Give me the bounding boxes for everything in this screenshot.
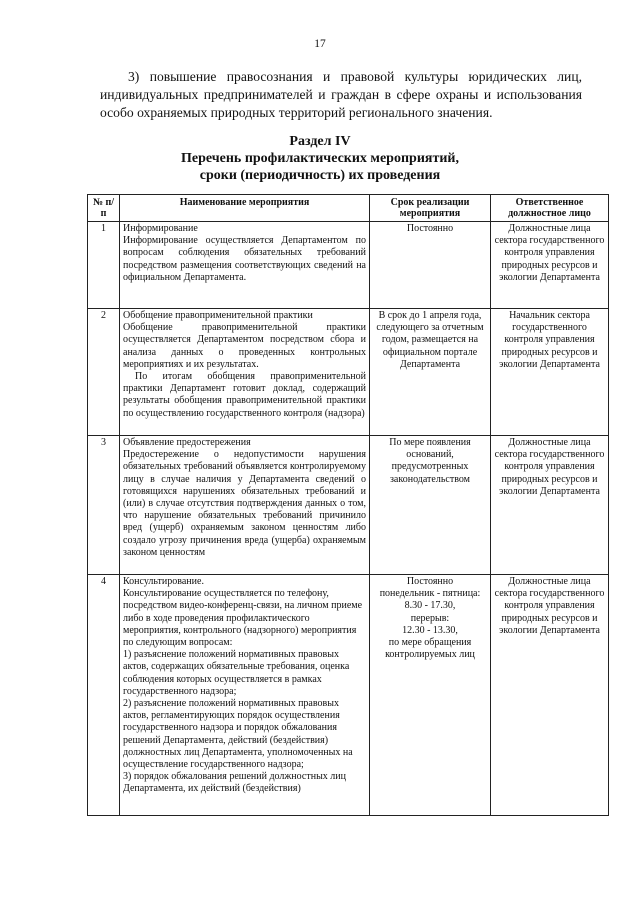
- table-header-row: [88, 195, 609, 222]
- row-responsible: Должностные лица сектора государственного контроля управления природных ресурсов и экологии Департамента: [491, 436, 609, 575]
- row-number: 1: [88, 222, 120, 309]
- measure-title: Консультирование.: [123, 576, 204, 587]
- measure-title: Объявление предостережения: [123, 437, 251, 448]
- table-row: [88, 436, 609, 575]
- measures-table: [87, 194, 609, 816]
- term-line: Постоянно: [406, 576, 454, 587]
- row-term: В срок до 1 апреля года, следующего за отчетным годом, размещается на официальном портале Департамента: [370, 309, 491, 436]
- row-number: 2: [88, 309, 120, 436]
- row-number: 4: [88, 575, 120, 816]
- table-row: [88, 309, 609, 436]
- table-row: [88, 575, 609, 816]
- term-line: перерыв:: [410, 612, 450, 624]
- term-line: понедельник - пятница:: [379, 588, 481, 600]
- table-row: [88, 222, 609, 309]
- term-line: 12.30 - 13.30,: [402, 624, 458, 636]
- row-measure: [120, 436, 370, 575]
- header-responsible: Ответственное должностное лицо: [491, 195, 609, 222]
- header-name: Наименование мероприятия: [120, 195, 370, 222]
- row-number: 3: [88, 436, 120, 575]
- measure-text: Информирование осуществляется Департаментом по вопросам соблюдения обязательных требований посредством размещения соответствующих сведений на официальном Департамента.: [123, 235, 366, 283]
- measure-text: 3) порядок обжалования решений должностных лиц Департамента, их действий (бездействия): [123, 771, 346, 795]
- section-label: Раздел IV: [289, 134, 351, 149]
- row-measure: [120, 575, 370, 816]
- measure-text: По итогам обобщения правоприменительной практики Департамент готовит доклад, содержащий результаты обобщения правоприменительной практики по осуществлению государственного контроля (надзора): [123, 371, 366, 419]
- header-num: № п/п: [88, 195, 120, 222]
- row-responsible: Начальник сектора государственного контроля управления природных ресурсов и экологии Департамента: [491, 309, 609, 436]
- page-number: 17: [314, 38, 326, 50]
- measure-text: Обобщение правоприменительной практики осуществляется Департаментом посредством сбора и анализа данных о проведенных контрольных мероприятиях и их результатах.: [123, 322, 366, 370]
- measure-title: Информирование: [123, 223, 198, 234]
- row-measure: [120, 309, 370, 436]
- row-term: По мере появления оснований, предусмотренных законодательством: [370, 436, 491, 575]
- intro-paragraph: 3) повышение правосознания и правовой культуры юридических лиц, индивидуальных предпринимателей и граждан в сфере охраны и использования особо охраняемых природных территорий регионального значения.: [100, 69, 582, 120]
- measure-text: 1) разъяснение положений нормативных правовых актов, содержащих обязательные требования, оценка соблюдения которых осуществляется в рамках государственного надзора;: [123, 649, 350, 697]
- section-title-line-1: Перечень профилактических мероприятий,: [181, 151, 459, 166]
- header-term: Срок реализации мероприятия: [370, 195, 491, 222]
- term-line: 8.30 - 17.30,: [404, 600, 456, 612]
- measure-title: Обобщение правоприменительной практики: [123, 310, 313, 321]
- measure-text: Консультирование осуществляется по телефону, посредством видео-конференц-связи, на личном приеме либо в ходе проведения профилактического мероприятия, контрольного (надзорного) мероприятия по следующим вопросам:: [123, 588, 363, 649]
- measure-text: 2) разъяснение положений нормативных правовых актов, регламентирующих порядок осуществления государственного надзора и порядок обжалования решений Департамента, действий (бездействия) должностных лиц Департамента, уполномоченных на осуществление государственного надзора;: [123, 698, 353, 771]
- term-line: по мере обращения контролируемых лиц: [385, 637, 475, 661]
- measure-text: Предостережение о недопустимости нарушения обязательных требований объявляется контролируемому лицу в случае наличия у Департамента сведений о готовящихся нарушениях обязательных требований и (или) в случае отсутствия подтверждения данных о том, что нарушение обязательных требований причинило вред (ущерб) охраняемым законом ценностям либо создало угрозу причинения вреда (ущерба) охраняемым законом ценностям: [123, 449, 366, 558]
- section-title-line-2: сроки (периодичность) их проведения: [199, 168, 441, 183]
- row-measure: [120, 222, 370, 309]
- row-term: Постоянно: [370, 222, 491, 309]
- row-responsible: Должностные лица сектора государственного контроля управления природных ресурсов и экологии Департамента: [491, 575, 609, 816]
- row-responsible: Должностные лица сектора государственного контроля управления природных ресурсов и экологии Департамента: [491, 222, 609, 309]
- row-term: [370, 575, 491, 816]
